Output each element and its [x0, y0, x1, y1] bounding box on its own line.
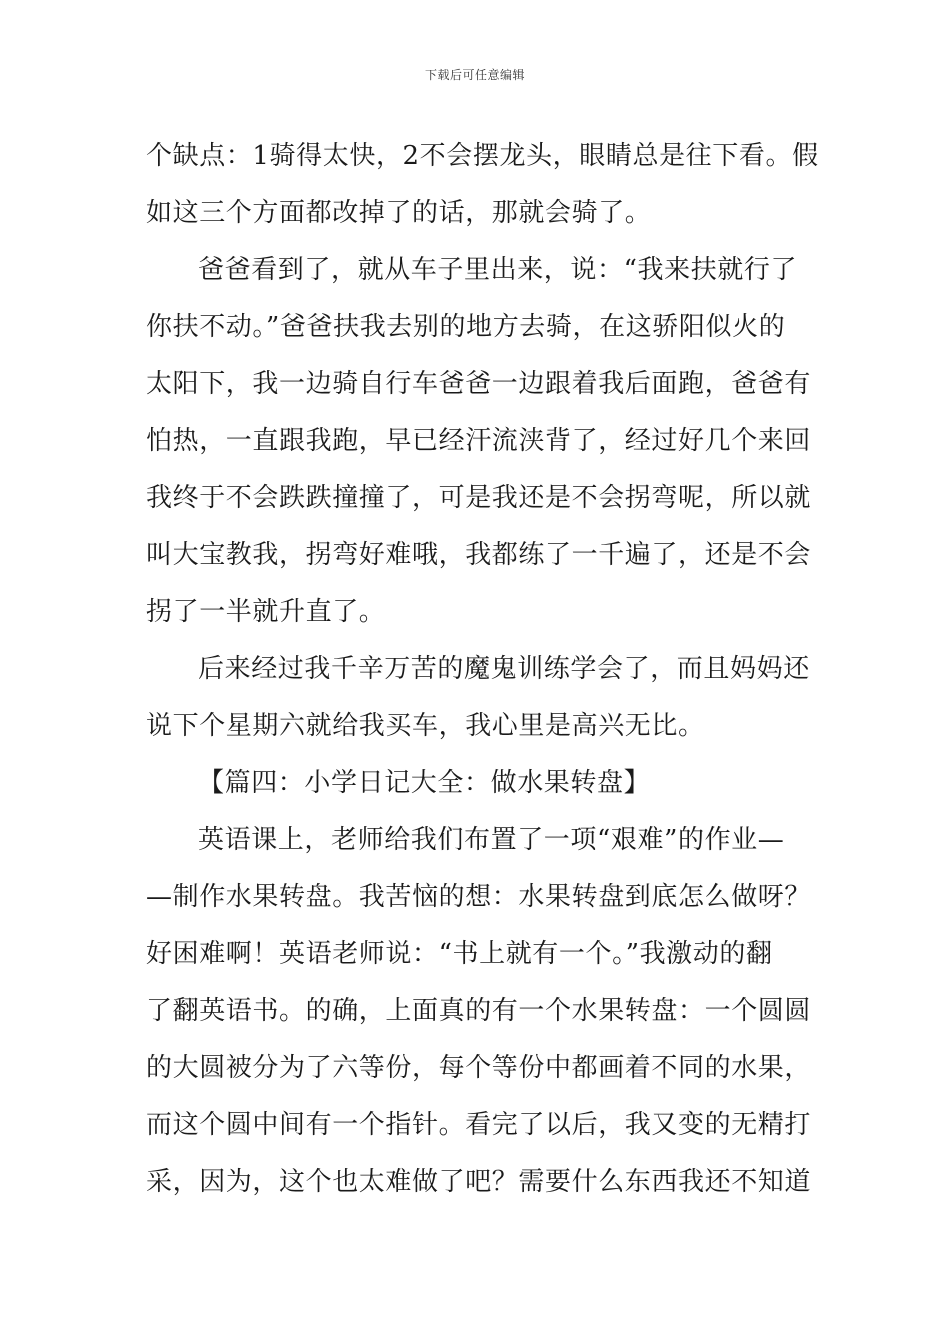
text-line: 好困难啊！英语老师说：“书上就有一个。”我激动的翻 [146, 939, 773, 969]
text-line: 说下个星期六就给我买车，我心里是高兴无比。 [146, 711, 705, 741]
text-line: 你扶不动。”爸爸扶我去别的地方去骑，在这骄阳似火的 [146, 312, 786, 342]
body-text [146, 128, 819, 1211]
text-line: 拐了一半就升直了。 [146, 597, 386, 627]
paragraph-start-line: 后来经过我千辛万苦的魔鬼训练学会了，而且妈妈还 [198, 654, 810, 684]
paragraph-start-line: 英语课上，老师给我们布置了一项“艰难”的作业— [198, 825, 785, 855]
text-line: 采，因为，这个也太难做了吧？需要什么东西我还不知道 [146, 1167, 812, 1197]
text-line: 了翻英语书。的确，上面真的有一个水果转盘：一个圆圆 [146, 996, 812, 1026]
section-heading: 【篇四：小学日记大全：做水果转盘】 [198, 768, 651, 798]
text-line: 叫大宝教我，拐弯好难哦，我都练了一千遍了，还是不会 [146, 540, 812, 570]
text-line: 我终于不会跌跌撞撞了，可是我还是不会拐弯呢，所以就 [146, 483, 812, 513]
header-note: 下载后可任意编辑 [424, 68, 525, 82]
paragraph-start-line: 爸爸看到了，就从车子里出来，说：“我来扶就行了 [198, 255, 798, 285]
text-line: 的大圆被分为了六等份，每个等份中都画着不同的水果， [146, 1053, 812, 1083]
text-line: —制作水果转盘。我苦恼的想：水果转盘到底怎么做呀？ [146, 882, 812, 912]
text-line: 而这个圆中间有一个指针。看完了以后，我又变的无精打 [146, 1110, 812, 1140]
text-line: 太阳下，我一边骑自行车爸爸一边跟着我后面跑，爸爸有 [146, 369, 812, 399]
text-line: 如这三个方面都改掉了的话，那就会骑了。 [146, 198, 652, 228]
text-line: 怕热，一直跟我跑，早已经汗流浃背了，经过好几个来回 [146, 426, 812, 456]
text-line: 个缺点：1骑得太快，2不会摆龙头，眼睛总是往下看。假 [146, 141, 819, 171]
